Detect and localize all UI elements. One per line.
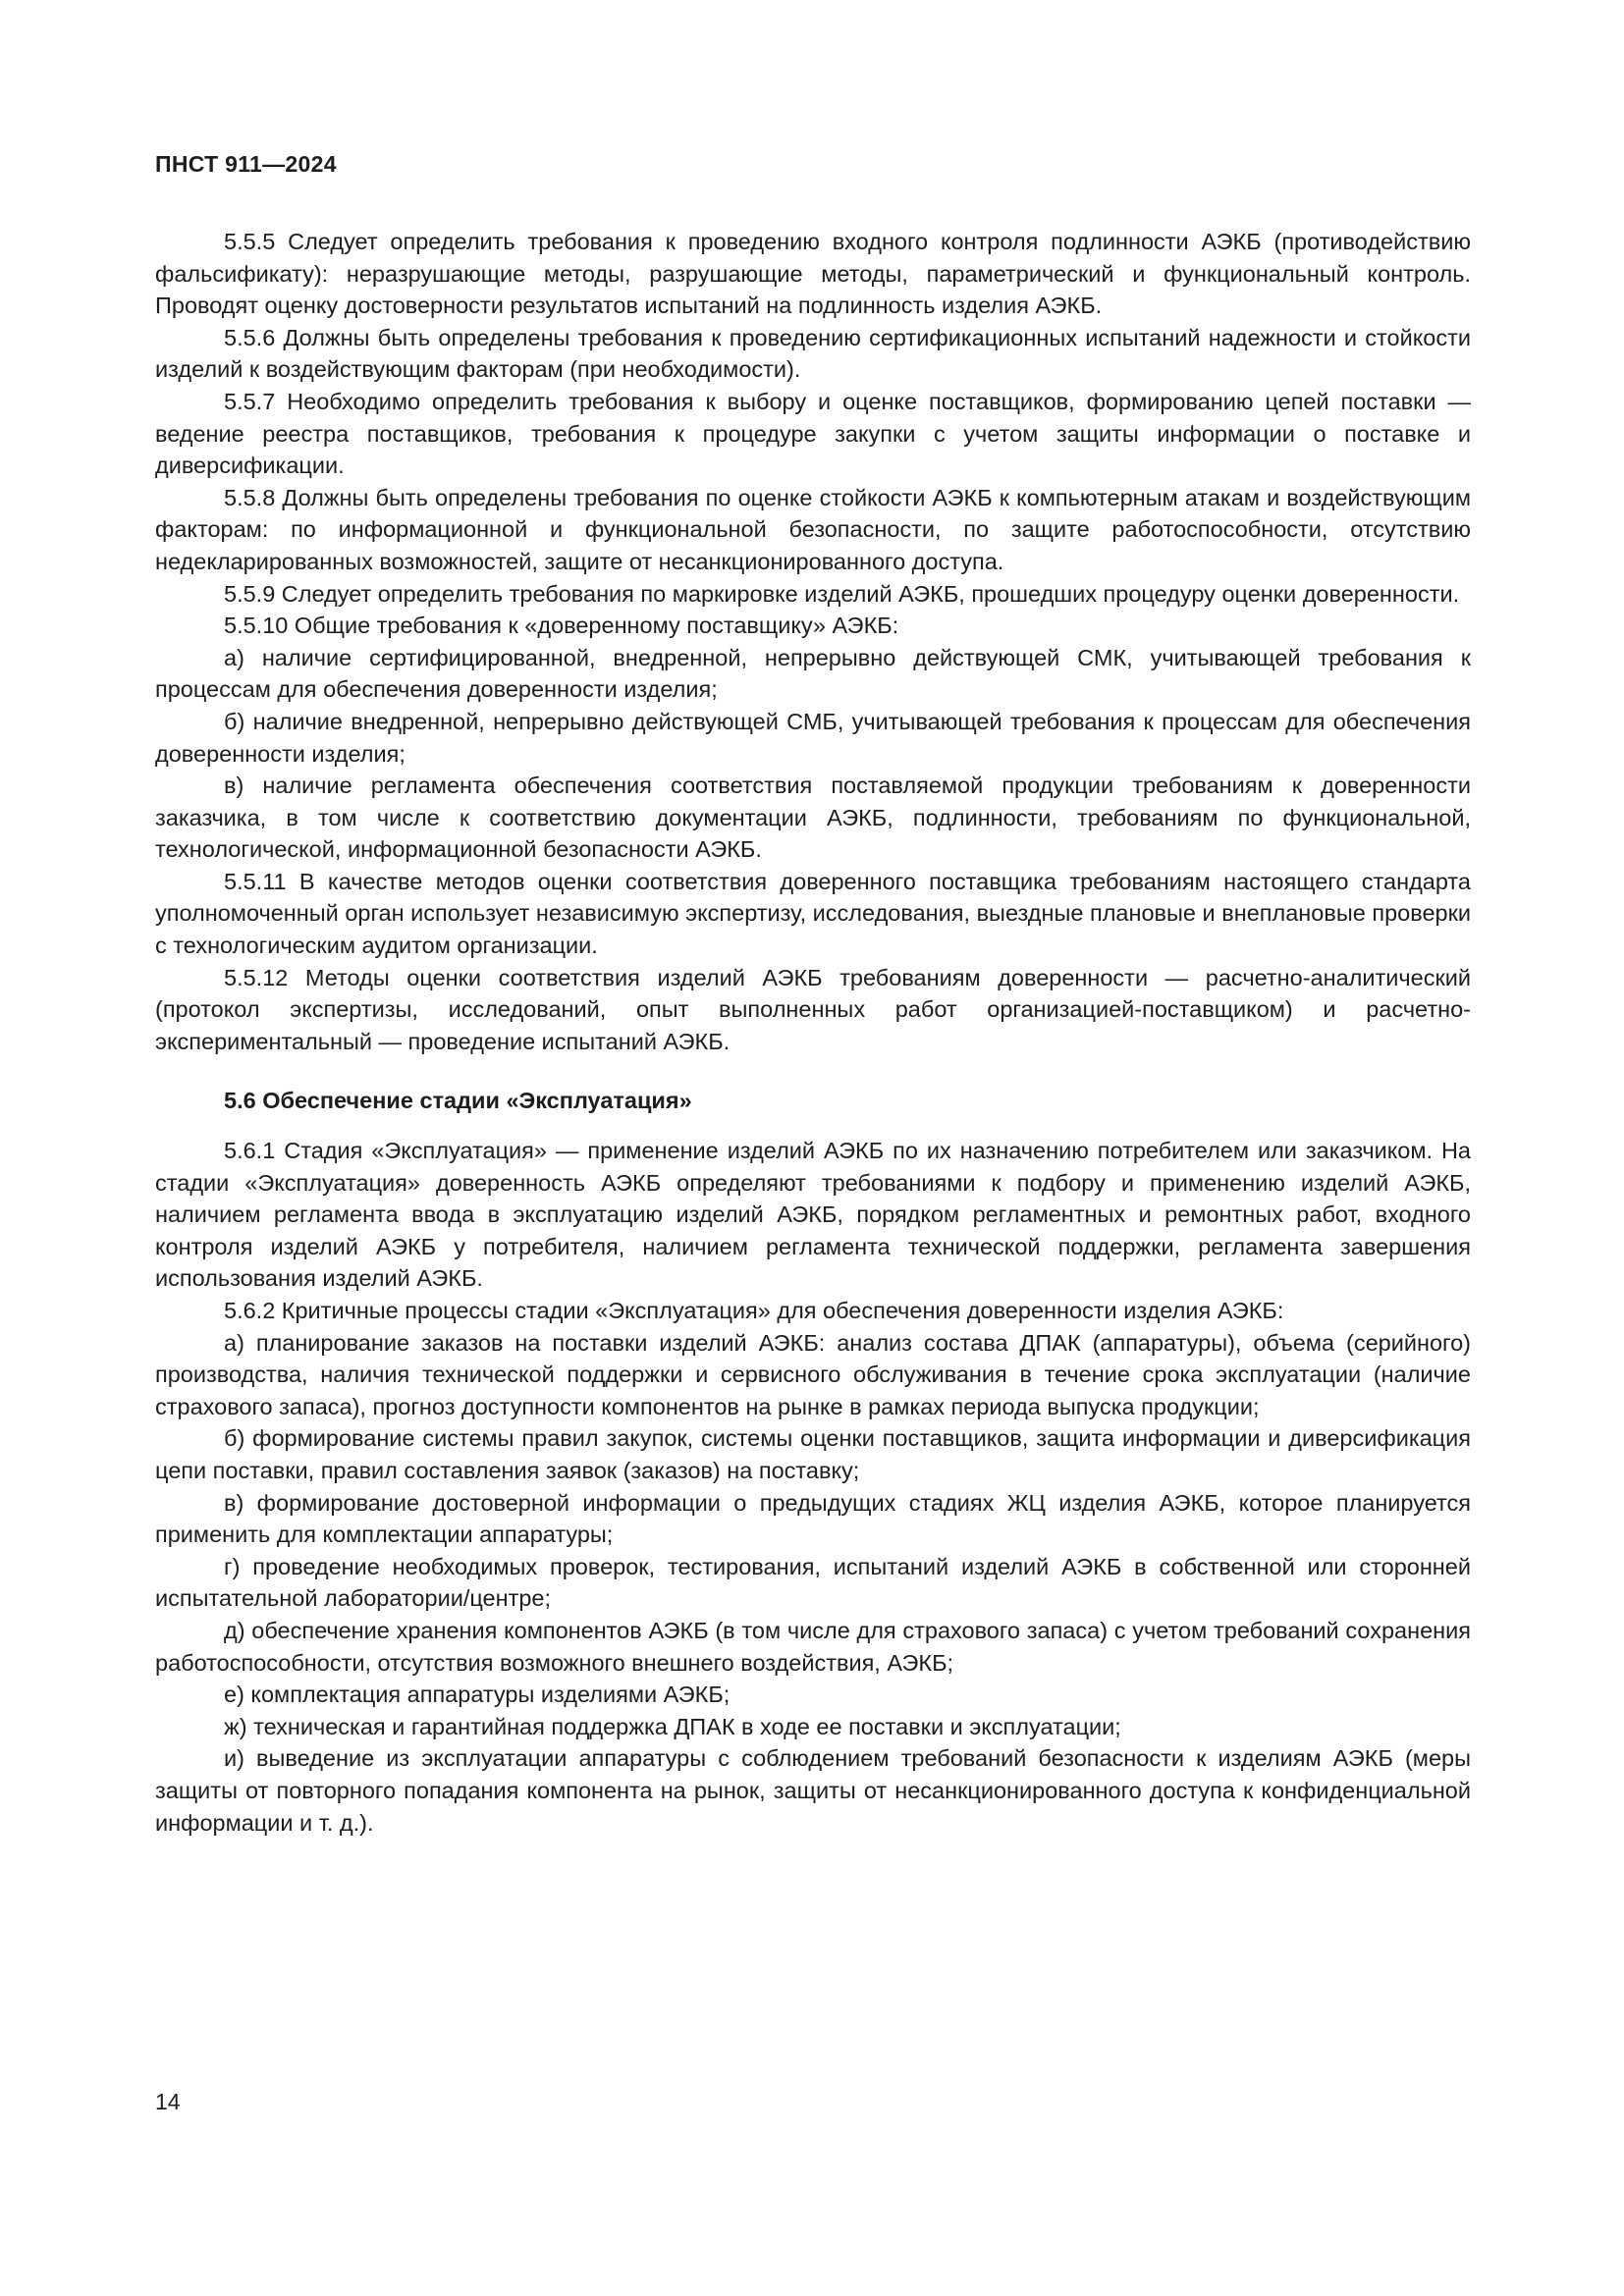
list-item-e: е) комплектация аппаратуры изделиями АЭКБ; [224, 1682, 731, 1708]
list-item-g: г) проведение необходимых проверок, тестирования, испытаний изделий АЭКБ в собственной или сторонней испытательной лаборатории/центре; [155, 1553, 1471, 1612]
list-item-zh: ж) техническая и гарантийная поддержка ДПАК в ходе ее поставки и эксплуатации; [224, 1713, 1121, 1739]
paragraph-5-5-7: 5.5.7 Необходимо определить требования к выбору и оценке поставщиков, формированию цепей поставки — ведение реестра поставщиков, требования к процедуре закупки с учетом защиты информации о поставке и диверсификации. [155, 388, 1471, 479]
document-header: ПНСТ 911—2024 [155, 151, 337, 177]
paragraph-5-5-8: 5.5.8 Должны быть определены требования по оценке стойкости АЭКБ к компьютерным атакам и воздействующим факторам: по информационной и функциональной безопасности, по защите работоспособности, отсутствию недекларированных возможностей, защите от несанкционированного доступа. [155, 484, 1471, 574]
list-item-v: в) наличие регламента обеспечения соответствия поставляемой продукции требованиям к доверенности заказчика, в том числе к соответствию документации АЭКБ, подлинности, требованиям по функциональной, технологической, информационной безопасности АЭКБ. [155, 773, 1471, 863]
section-heading-5-6: 5.6 Обеспечение стадии «Эксплуатация» [224, 1088, 692, 1114]
paragraph-5-6-1: 5.6.1 Стадия «Эксплуатация» — применение изделий АЭКБ по их назначению потребителем или заказчиком. На стадии «Эксплуатация» доверенность АЭКБ определяют требованиями к подбору и применению изделий АЭКБ, наличием регламента ввода в эксплуатацию изделий АЭКБ, порядком регламентных и ремонтных работ, входного контроля изделий АЭКБ у потребителя, наличием регламента технической поддержки, регламента завершения использования изделий АЭКБ. [155, 1138, 1471, 1292]
list-item-i: и) выведение из эксплуатации аппаратуры с соблюдением требований безопасности к изделиям АЭКБ (меры защиты от повторного попадания компонента на рынок, защиты от несанкционированного доступа к конфиденциальной информации и т. д.). [155, 1745, 1471, 1836]
list-item-b: б) формирование системы правил закупок, системы оценки поставщиков, защита информации и диверсификация цепи поставки, правил составления заявок (заказов) на поставку; [155, 1425, 1471, 1483]
list-item-a: а) планирование заказов на поставки изделий АЭКБ: анализ состава ДПАК (аппаратуры), объема (серийного) производства, наличия технической поддержки и сервисного обслуживания в течение срока эксплуатации (наличие страхового запаса), прогноз доступности компонентов на рынке в рамках периода выпуска продукции; [155, 1329, 1471, 1419]
paragraph-5-5-9: 5.5.9 Следует определить требования по маркировке изделий АЭКБ, прошедших процедуру оценки доверенности. [224, 580, 1460, 607]
list-item-v: в) формирование достоверной информации о предыдущих стадиях ЖЦ изделия АЭКБ, которое планируется применить для комплектации аппаратуры; [155, 1489, 1471, 1548]
paragraph-5-5-6: 5.5.6 Должны быть определены требования к проведению сертификационных испытаний надежности и стойкости изделий к воздействующим факторам (при необходимости). [155, 324, 1471, 383]
paragraph-5-5-5: 5.5.5 Следует определить требования к проведению входного контроля подлинности АЭКБ (противодействию фальсификату): неразрушающие методы, разрушающие методы, параметрический и функциональный контроль. Проводят оценку достоверности результатов испытаний на подлинность изделия АЭКБ. [155, 229, 1471, 319]
list-item-d: д) обеспечение хранения компонентов АЭКБ (в том числе для страхового запаса) с учетом требований сохранения работоспособности, отсутствия возможного внешнего воздействия, АЭКБ; [155, 1617, 1471, 1676]
list-item-b: б) наличие внедренной, непрерывно действующей СМБ, учитывающей требования к процессам для обеспечения доверенности изделия; [155, 708, 1471, 767]
paragraph-5-6-2: 5.6.2 Критичные процессы стадии «Эксплуатация» для обеспечения доверенности изделия АЭКБ: [224, 1298, 1284, 1323]
document-body [155, 226, 1471, 1839]
paragraph-5-5-12: 5.5.12 Методы оценки соответствия изделий АЭКБ требованиям доверенности — расчетно-аналитический (протокол экспертизы, исследований, опыт выполненных работ организацией-поставщиком) и расчетно-экспериментальный — проведение испытаний АЭКБ. [155, 964, 1471, 1054]
page-number: 14 [155, 2089, 181, 2114]
list-item-a: а) наличие сертифицированной, внедренной, непрерывно действующей СМК, учитывающей требования к процессам для обеспечения доверенности изделия; [155, 644, 1471, 703]
paragraph-5-5-11: 5.5.11 В качестве методов оценки соответствия доверенного поставщика требованиям настоящего стандарта уполномоченный орган использует независимую экспертизу, исследования, выездные плановые и внеплановые проверки с технологическим аудитом организации. [155, 868, 1471, 959]
paragraph-5-5-10: 5.5.10 Общие требования к «доверенному поставщику» АЭКБ: [224, 613, 899, 639]
